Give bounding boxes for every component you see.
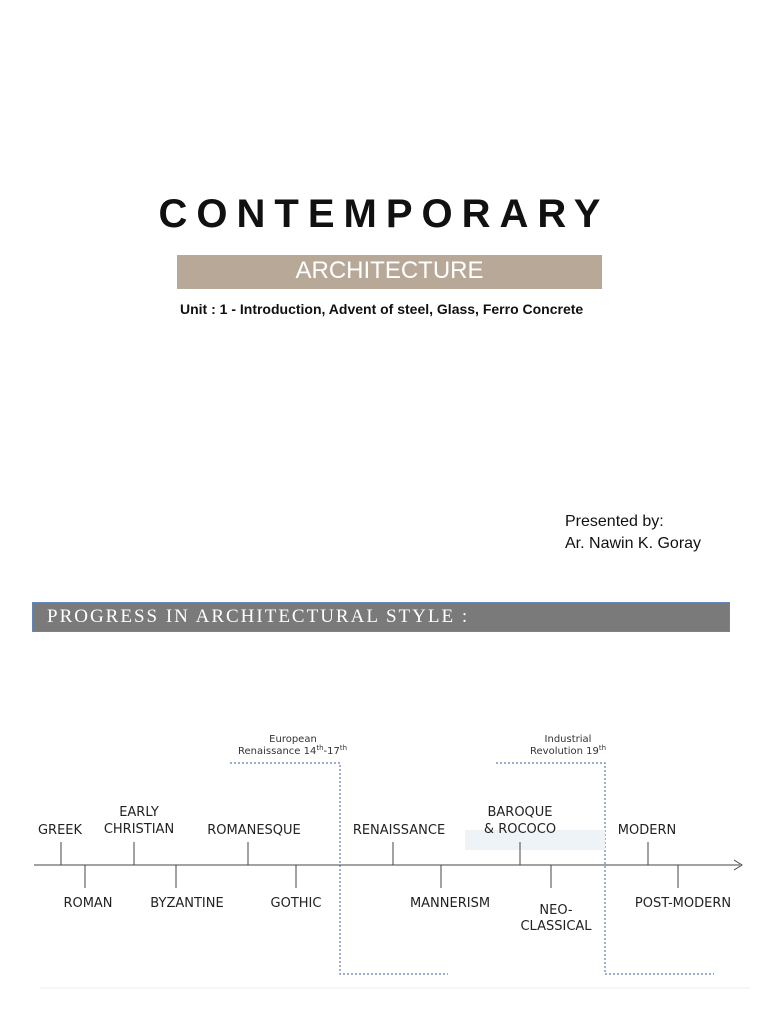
style-label-renaissance: RENAISSANCE <box>352 823 446 838</box>
period-note-renaissance-dates: Renaissance 14th-17th <box>238 744 348 757</box>
subtitle-band: ARCHITECTURE <box>177 255 602 289</box>
style-label-christian: CHRISTIAN <box>103 822 175 837</box>
presenter-label: Presented by: <box>565 513 664 530</box>
period-note-european: European <box>269 734 317 745</box>
style-label-greek: GREEK <box>37 823 83 838</box>
style-label-mannerism: MANNERISM <box>409 896 491 911</box>
style-label-classical: CLASSICAL <box>520 919 592 934</box>
renaissance-period-bracket <box>230 763 448 974</box>
style-label-roman: ROMAN <box>63 896 113 911</box>
document-title: CONTEMPORARY <box>158 192 610 236</box>
presenter-block <box>565 511 701 555</box>
style-label-neo: NEO- <box>539 903 573 918</box>
style-label-gothic: GOTHIC <box>270 896 322 911</box>
period-note-industrial: Industrial <box>544 734 592 745</box>
style-label-baroque: BAROQUE <box>487 805 553 820</box>
section-heading: PROGRESS IN ARCHITECTURAL STYLE : <box>32 602 730 632</box>
style-label-byzantine: BYZANTINE <box>150 896 224 911</box>
unit-description: Unit : 1 - Introduction, Advent of steel, Glass, Ferro Concrete <box>180 301 584 317</box>
style-label-post-modern: POST-MODERN <box>634 896 732 911</box>
style-label-early: EARLY <box>119 805 159 820</box>
style-label-rococo: & ROCOCO <box>483 822 557 837</box>
style-timeline-diagram <box>0 720 768 990</box>
style-label-modern: MODERN <box>617 823 677 838</box>
style-label-romanesque: ROMANESQUE <box>207 823 301 838</box>
presenter-name: Ar. Nawin K. Goray <box>565 535 702 552</box>
period-note-revolution-dates: Revolution 19th <box>530 744 607 757</box>
industrial-period-bracket <box>496 763 714 974</box>
